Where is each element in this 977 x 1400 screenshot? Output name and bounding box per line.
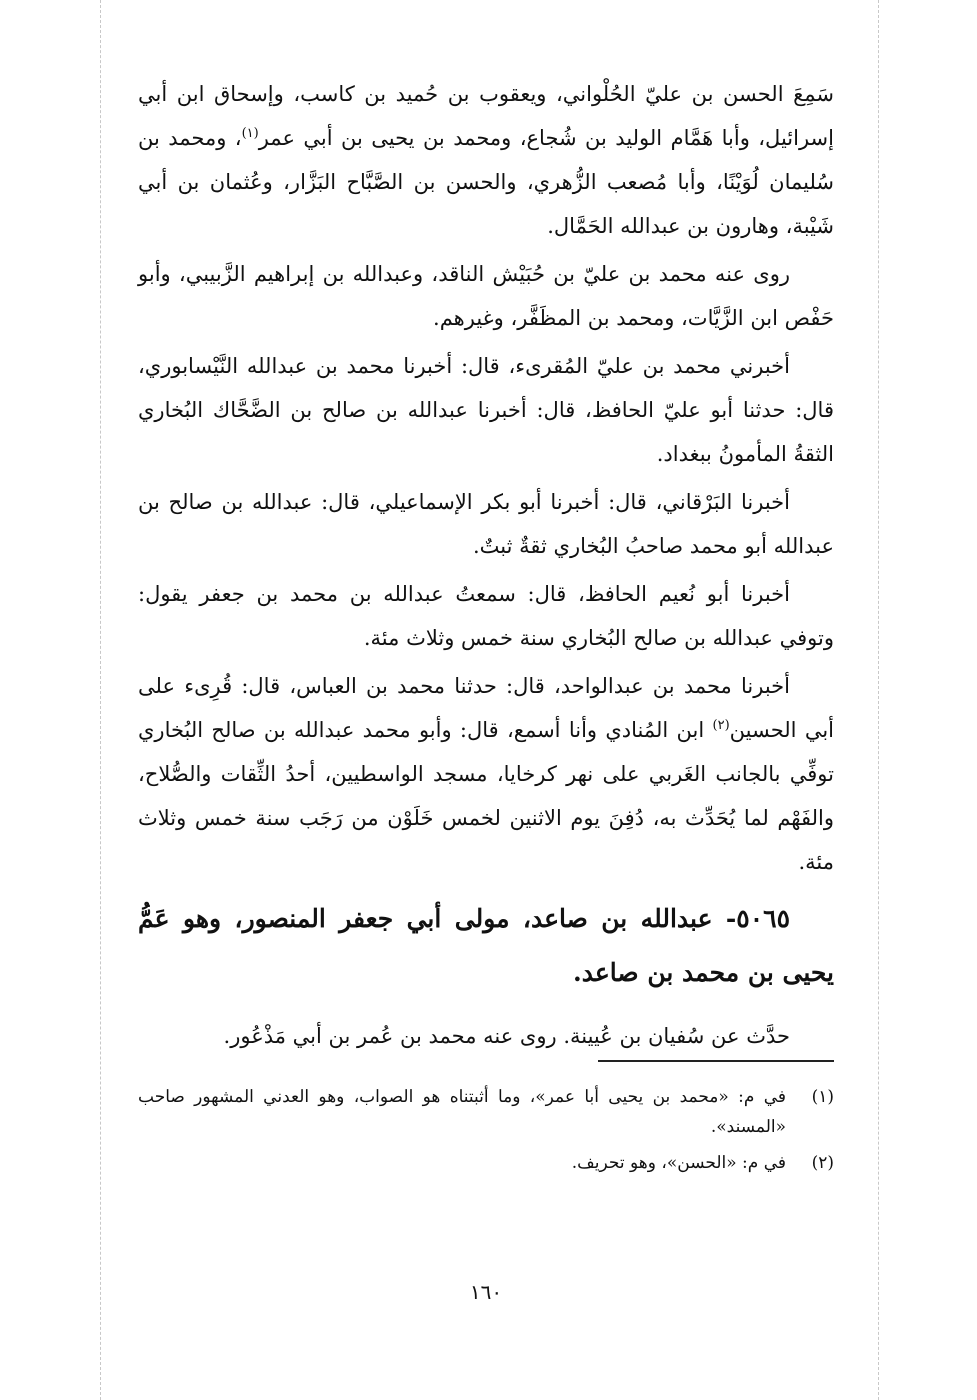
footnote-number: (٢) <box>811 1153 834 1173</box>
footnote-text: في م: «محمد بن يحيى أبا عمر»، وما أثبتناه هو الصواب، وهو العدني المشهور صاحب «المسند». <box>138 1087 786 1137</box>
paragraph-1 <box>138 72 834 248</box>
entry-heading: ٥٠٦٥- عبدالله بن صاعد، مولى أبي جعفر المنصور، وهو عَمُّ يحيى بن محمد بن صاعد. <box>138 904 834 987</box>
footnote-2 <box>138 1148 834 1178</box>
footnote-separator <box>598 1060 834 1062</box>
paragraph-text: أخبرنا البَرْقاني، قال: أخبرنا أبو بكر الإسماعيلي، قال: عبدالله بن صالح بن عبدالله أبو محمد صاحبُ البُخاري ثقةٌ ثبتٌ. <box>138 490 834 558</box>
paragraph-5 <box>138 572 834 660</box>
page-number: ١٦٠ <box>469 1280 503 1304</box>
document-page <box>138 72 834 1312</box>
footnote-text: في م: «الحسن»، وهو تحريف. <box>571 1153 786 1173</box>
paragraph-6 <box>138 664 834 884</box>
paragraph-text: حدَّث عن سُفيان بن عُيينة. روى عنه محمد بن عُمر بن أبي مَذْعُور. <box>223 1024 790 1048</box>
footnote-ref-2[interactable]: (٢) <box>712 718 730 733</box>
scan-guide-line <box>878 0 879 1400</box>
entry-text <box>138 1014 834 1058</box>
paragraph-text: أخبرنا أبو نُعيم الحافظ، قال: سمعتُ عبدالله بن محمد بن جعفر يقول: وتوفي عبدالله بن صالح البُخاري سنة خمس وثلاث مئة. <box>138 582 834 650</box>
paragraph-text: ، ومحمد بن سُليمان لُوَيْنًا، وأبا مُصعب الزُّهري، والحسن بن الصَّبَّاح البَزَّار، وعُثمان بن أبي شَيْبة، وهارون بن عبدالله الحَمَّال. <box>138 126 834 238</box>
paragraph-4 <box>138 480 834 568</box>
paragraph-text: أخبرني محمد بن عليّ المُقرىء، قال: أخبرنا محمد بن عبدالله النَّيْسابوري، قال: حدثنا أبو عليّ الحافظ، قال: أخبرنا عبدالله بن صالح بن الضَّحَّاك البُخاري الثقةُ المأمونُ ببغداد. <box>138 354 834 466</box>
paragraph-text: روى عنه محمد بن عليّ بن حُبَيْش الناقد، وعبدالله بن إبراهيم الزَّبيبي، وأبو حَفْص ابن الزَّيَّات، ومحمد بن المظَفَّر، وغيرهم. <box>138 262 834 330</box>
paragraph-2 <box>138 252 834 340</box>
scan-guide-line <box>100 0 101 1400</box>
footnote-number: (١) <box>811 1087 834 1107</box>
paragraph-3 <box>138 344 834 476</box>
paragraph-text: سَمِعَ الحسن بن عليّ الحُلْواني، ويعقوب بن حُميد بن كاسب، وإسحاق ابن أبي إسرائيل، وأبا هَمَّام الوليد بن شُجاع، ومحمد بن يحيى بن أبي عمر <box>138 82 834 150</box>
footnote-1 <box>138 1082 834 1142</box>
paragraph-text: أخبرنا محمد بن عبدالواحد، قال: حدثنا محمد بن العباس، قال: قُرِىء على أبي الحسين <box>138 674 835 742</box>
footnote-ref-1[interactable]: (١) <box>241 126 259 141</box>
footnotes <box>138 1082 834 1184</box>
paragraph-text: ابن المُنادي وأنا أسمع، قال: وأبو محمد عبدالله بن صالح البُخاري توفِّي بالجانب الغَربي على نهر كرخايا، مسجد الواسطيين، أحدُ الثِّقات والصُّلاح، والفَهْم لما يُحَدِّث به، دُفِنَ يوم الاثنين لخمس خَلَوْن من رَجَب سنة خمس وثلاث مئة. <box>138 718 834 874</box>
